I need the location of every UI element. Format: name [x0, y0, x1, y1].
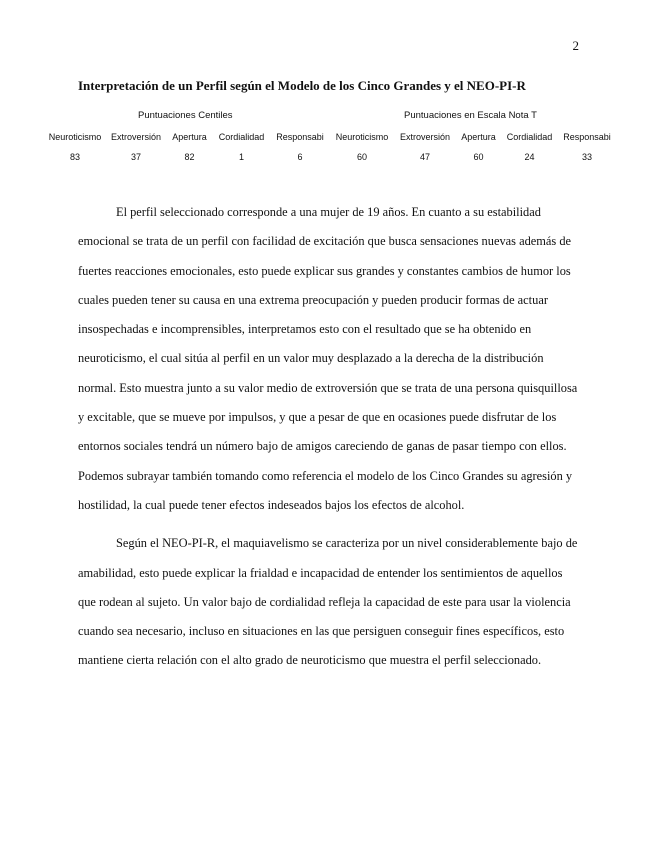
paragraph: Según el NEO-PI-R, el maquiavelismo se caracteriza por un nivel considerablemente bajo de amabilidad, esto puede explicar la frialdad e incapacidad de entender los sentimientos de aquellos que rodean al sujeto. Un valor bajo de cordialidad refleja la capacidad de este para usar la violencia cuando sea necesario, incluso en situaciones en las que persiguen conseguir fines específicos, esto mantiene cierta relación con el alto grado de neuroticismo que muestra el perfil seleccionado. [78, 536, 578, 668]
score-cell: 1 [238, 152, 244, 162]
column-header: Extroversión [110, 132, 162, 142]
document-title: Interpretación de un Perfil según el Modelo de los Cinco Grandes y el NEO-PI-R [78, 78, 526, 93]
column-header: Cordialidad [506, 132, 553, 142]
score-cell: 33 [581, 152, 592, 162]
page-number: 2 [572, 38, 579, 53]
scores-table [44, 128, 616, 168]
score-cell: 82 [184, 152, 195, 162]
t-scores-header: Puntuaciones en Escala Nota T [404, 110, 537, 121]
score-cell: 6 [297, 152, 303, 162]
body-text [78, 198, 578, 676]
column-header: Responsabi [276, 132, 324, 142]
paragraph: El perfil seleccionado corresponde a una mujer de 19 años. En cuanto a su estabilidad emocional se trata de un perfil con facilidad de excitación que busca sensaciones nuevas además de fuertes reacciones emocionales, esto puede explicar sus grandes y constantes cambios de humor los cuales pueden tener su causa en una extrema preocupación y pueden producir formas de actuar insospechadas e incomprensibles, interpretamos esto con el resultado que se ha obtenido en neuroticismo, el cual sitúa al perfil en un valor muy desplazado a la derecha de la distribución normal. Esto muestra junto a su valor medio de extroversión que se trata de una persona quisquillosa y excitable, que se mueve por impulsos, y que a pesar de que en ocasiones puede disfrutar de los entornos sociales tendrá un número bajo de amigos careciendo de ganas de pasar tiempo con ellos. Podemos subrayar también tomando como referencia el modelo de los Cinco Grandes su agresión y hostilidad, la cual puede tener efectos indeseados bajos los efectos de alcohol. [78, 205, 578, 512]
column-header: Extroversión [399, 132, 451, 142]
column-header: Responsabi [563, 132, 611, 142]
column-header: Apertura [172, 132, 207, 142]
score-cell: 60 [473, 152, 484, 162]
column-header: Apertura [461, 132, 496, 142]
score-cell: 24 [524, 152, 535, 162]
column-header: Neuroticismo [335, 132, 389, 142]
column-header: Cordialidad [218, 132, 265, 142]
score-cell: 37 [130, 152, 141, 162]
score-cell: 60 [356, 152, 367, 162]
score-cell: 83 [69, 152, 80, 162]
scores-header-row [44, 128, 616, 146]
scores-value-row [44, 146, 616, 168]
column-header: Neuroticismo [48, 132, 102, 142]
centile-scores-header: Puntuaciones Centiles [138, 110, 233, 121]
score-cell: 47 [419, 152, 430, 162]
